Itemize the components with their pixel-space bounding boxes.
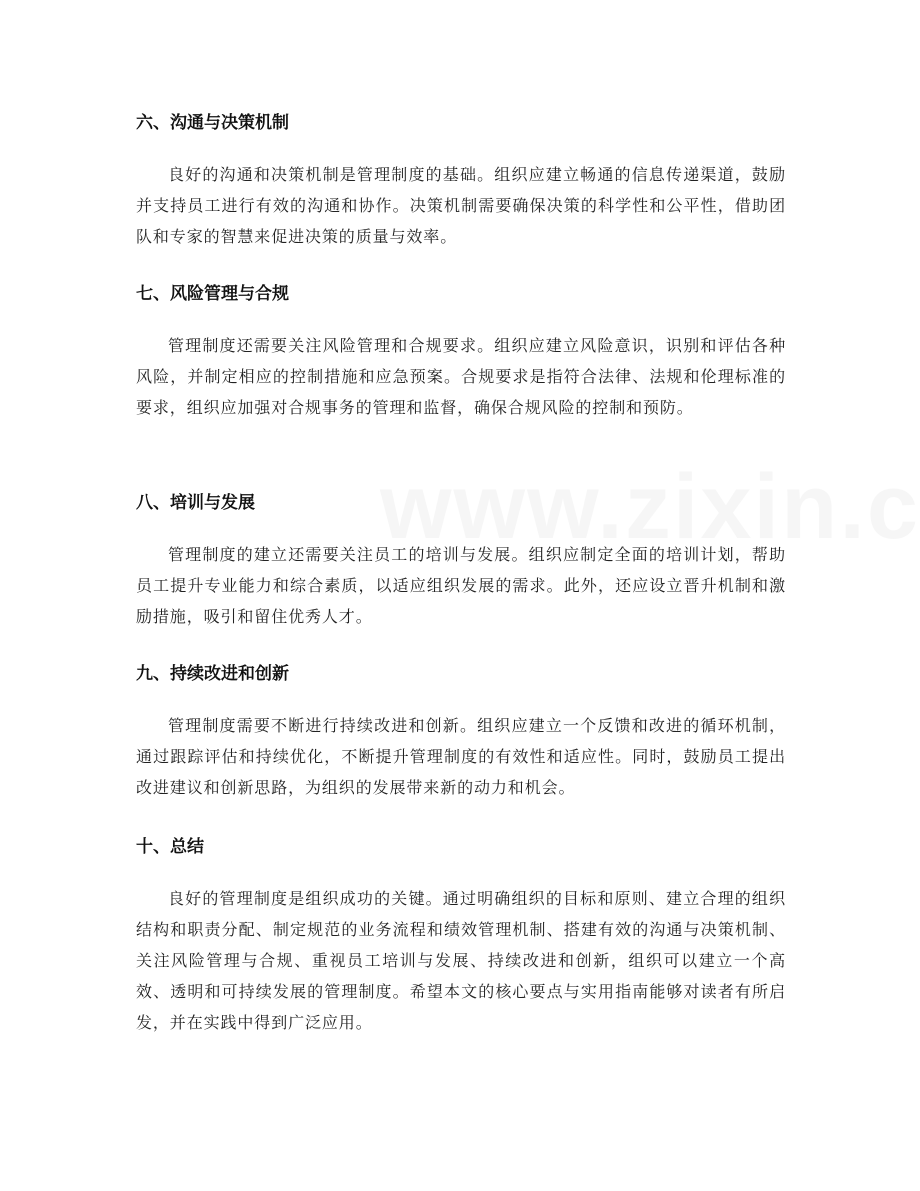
- section-continuous-improvement: [136, 663, 786, 803]
- section-heading: 七、风险管理与合规: [136, 284, 289, 304]
- section-heading: 九、持续改进和创新: [136, 664, 289, 684]
- section-training-development: [136, 492, 786, 632]
- section-summary: [136, 836, 786, 1038]
- section-paragraph: 管理制度还需要关注风险管理和合规要求。组织应建立风险意识，识别和评估各种风险，并制定相应的控制措施和应急预案。合规要求是指符合法律、法规和伦理标准的要求，组织应加强对合规事务的管理和监督，确保合规风险的控制和预防。: [136, 336, 786, 417]
- section-paragraph: 良好的沟通和决策机制是管理制度的基础。组织应建立畅通的信息传递渠道，鼓励并支持员工进行有效的沟通和协作。决策机制需要确保决策的科学性和公平性，借助团队和专家的智慧来促进决策的质量与效率。: [136, 165, 786, 246]
- section-heading: 六、沟通与决策机制: [136, 113, 289, 133]
- section-communication-decision: [136, 112, 786, 252]
- section-paragraph: 管理制度需要不断进行持续改进和创新。组织应建立一个反馈和改进的循环机制，通过跟踪评估和持续优化，不断提升管理制度的有效性和适应性。同时，鼓励员工提出改进建议和创新思路，为组织的发展带来新的动力和机会。: [136, 716, 786, 797]
- section-risk-compliance: [136, 283, 786, 423]
- section-paragraph: 管理制度的建立还需要关注员工的培训与发展。组织应制定全面的培训计划，帮助员工提升专业能力和综合素质，以适应组织发展的需求。此外，还应设立晋升机制和激励措施，吸引和留住优秀人才。: [136, 545, 786, 626]
- section-heading: 八、培训与发展: [136, 493, 255, 513]
- section-paragraph: 良好的管理制度是组织成功的关键。通过明确组织的目标和原则、建立合理的组织结构和职责分配、制定规范的业务流程和绩效管理机制、搭建有效的沟通与决策机制、关注风险管理与合规、重视员工培训与发展、持续改进和创新，组织可以建立一个高效、透明和可持续发展的管理制度。希望本文的核心要点与实用指南能够对读者有所启发，并在实践中得到广泛应用。: [136, 889, 786, 1032]
- section-heading: 十、总结: [136, 837, 204, 857]
